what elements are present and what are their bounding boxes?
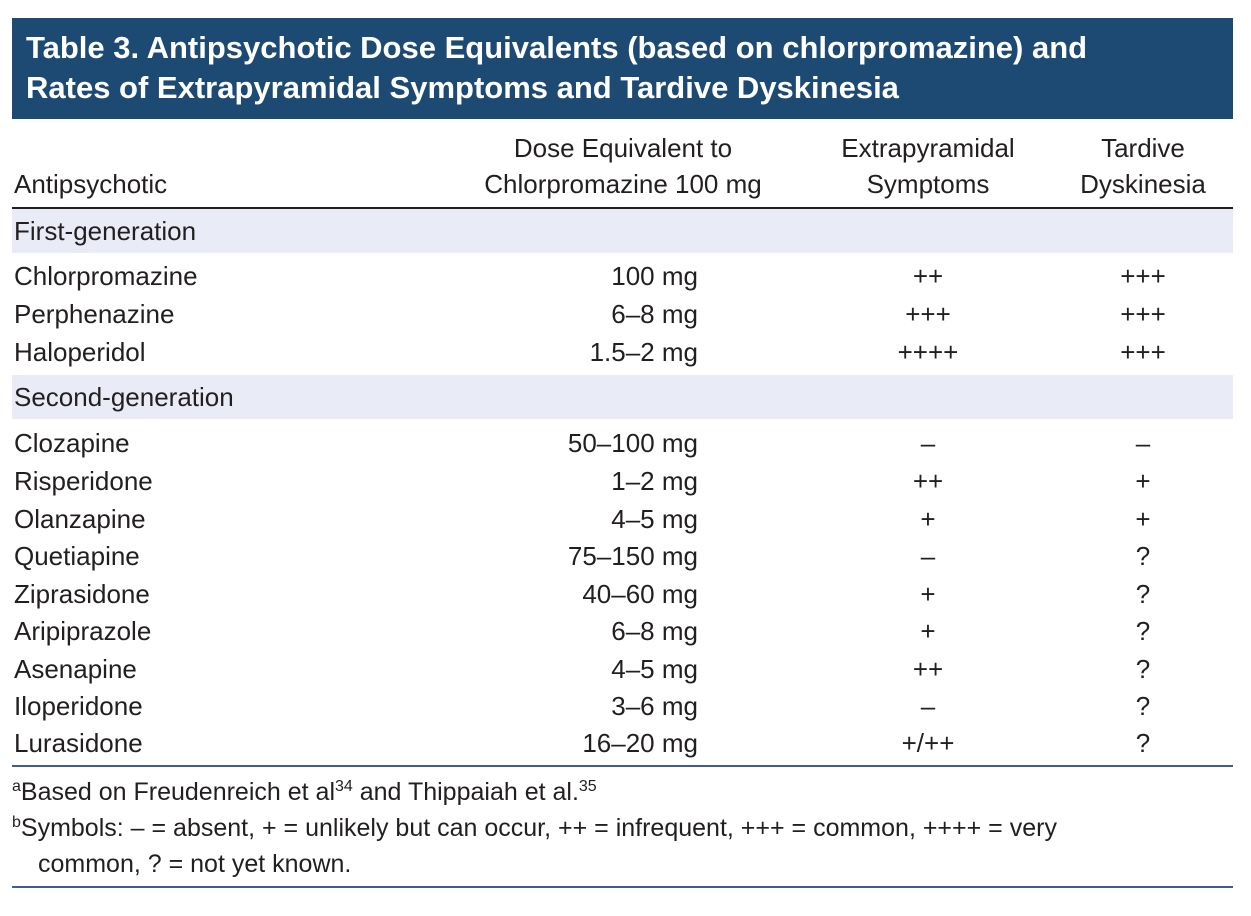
table-row	[12, 333, 1233, 371]
cell-td: –	[1135, 428, 1151, 458]
cell-eps: +	[920, 504, 936, 534]
table-row	[12, 257, 1233, 295]
table-row	[12, 537, 1233, 575]
cell-eps: +/++	[901, 728, 955, 758]
table-row	[12, 575, 1233, 613]
table-row	[12, 724, 1233, 762]
cell-name: Aripiprazole	[14, 616, 152, 646]
table-row	[12, 687, 1233, 725]
cell-eps: –	[920, 428, 936, 458]
cell-dose: 40–60 mg	[582, 579, 698, 609]
table-title-line-2: Rates of Extrapyramidal Symptoms and Tardive Dyskinesia	[26, 70, 899, 105]
cell-td: +++	[1120, 261, 1166, 291]
cell-eps: ++++	[897, 337, 959, 367]
cell-name: Haloperidol	[14, 337, 146, 367]
footnote-a-ref-1: 34	[335, 778, 353, 795]
table-bottom-rule	[12, 765, 1233, 767]
cell-dose: 100 mg	[611, 261, 698, 291]
footnote-a-marker: a	[12, 778, 21, 795]
header-dose-equivalent	[458, 130, 788, 202]
table-row	[12, 462, 1233, 500]
table-row	[12, 612, 1233, 650]
cell-name: Olanzapine	[14, 504, 146, 534]
cell-dose: 1.5–2 mg	[589, 337, 698, 367]
cell-eps: ++	[912, 654, 944, 684]
cell-dose: 75–150 mg	[567, 541, 698, 571]
table-row	[12, 500, 1233, 538]
cell-name: Perphenazine	[14, 299, 175, 329]
cell-name: Clozapine	[14, 428, 130, 458]
header-extrapyramidal	[806, 130, 1050, 202]
cell-eps: +++	[905, 299, 951, 329]
table-header	[12, 130, 1233, 206]
cell-dose: 1–2 mg	[611, 466, 698, 496]
cell-td: ?	[1135, 728, 1151, 758]
header-td-line-1: Tardive	[1101, 133, 1185, 163]
cell-dose: 6–8 mg	[611, 616, 698, 646]
cell-eps: –	[920, 541, 936, 571]
cell-td: ?	[1135, 541, 1151, 571]
cell-dose: 3–6 mg	[611, 691, 698, 721]
table-row	[12, 295, 1233, 333]
cell-name: Asenapine	[14, 654, 137, 684]
section-first-generation: First-generation	[12, 209, 1233, 253]
cell-eps: +	[920, 579, 936, 609]
cell-td: ?	[1135, 616, 1151, 646]
footnote-a-ref-2: 35	[578, 778, 597, 795]
header-td-line-2: Dyskinesia	[1080, 169, 1206, 199]
cell-td: +	[1135, 504, 1151, 534]
cell-td: ?	[1135, 691, 1151, 721]
cell-dose: 6–8 mg	[611, 299, 698, 329]
cell-name: Quetiapine	[14, 541, 140, 571]
footnote-a-text-2: and Thippaiah et al.	[352, 778, 579, 806]
cell-name: Lurasidone	[14, 728, 143, 758]
header-eps-line-2: Symptoms	[866, 169, 990, 199]
cell-eps: –	[920, 691, 936, 721]
cell-dose: 4–5 mg	[611, 654, 698, 684]
header-antipsychotic: Antipsychotic	[14, 169, 168, 199]
table-title-line-1: Table 3. Antipsychotic Dose Equivalents (based on chlorpromazine) and	[26, 30, 1088, 65]
table-title-bar	[12, 18, 1233, 119]
header-dose-line-2: Chlorpromazine 100 mg	[484, 169, 762, 199]
header-dose-line-1: Dose Equivalent to	[513, 133, 733, 163]
section-second-generation: Second-generation	[12, 375, 1233, 419]
cell-dose: 4–5 mg	[611, 504, 698, 534]
footnote-bottom-rule	[12, 886, 1233, 888]
table-row	[12, 424, 1233, 462]
cell-td: ?	[1135, 654, 1151, 684]
cell-name: Chlorpromazine	[14, 261, 198, 291]
footnote-a	[12, 774, 1233, 810]
cell-name: Iloperidone	[14, 691, 143, 721]
table-row	[12, 650, 1233, 688]
footnote-a-text-1: Based on Freudenreich et al	[20, 778, 335, 806]
cell-eps: ++	[912, 261, 944, 291]
cell-td: +++	[1120, 299, 1166, 329]
cell-td: +	[1135, 466, 1151, 496]
cell-dose: 50–100 mg	[567, 428, 698, 458]
cell-td: ?	[1135, 579, 1151, 609]
cell-td: +++	[1120, 337, 1166, 367]
footnote-b-line-2: common, ? = not yet known.	[38, 850, 352, 878]
header-eps-line-1: Extrapyramidal	[841, 133, 1015, 163]
cell-name: Ziprasidone	[14, 579, 150, 609]
cell-eps: +	[920, 616, 936, 646]
header-tardive	[1060, 130, 1226, 202]
footnote-b-line-1: Symbols: – = absent, + = unlikely but can occur, ++ = infrequent, +++ = common, ++++ = very	[20, 814, 1057, 842]
cell-name: Risperidone	[14, 466, 153, 496]
cell-dose: 16–20 mg	[582, 728, 698, 758]
footnote-b-marker: b	[12, 814, 21, 831]
cell-eps: ++	[912, 466, 944, 496]
footnote-b	[12, 810, 1233, 882]
